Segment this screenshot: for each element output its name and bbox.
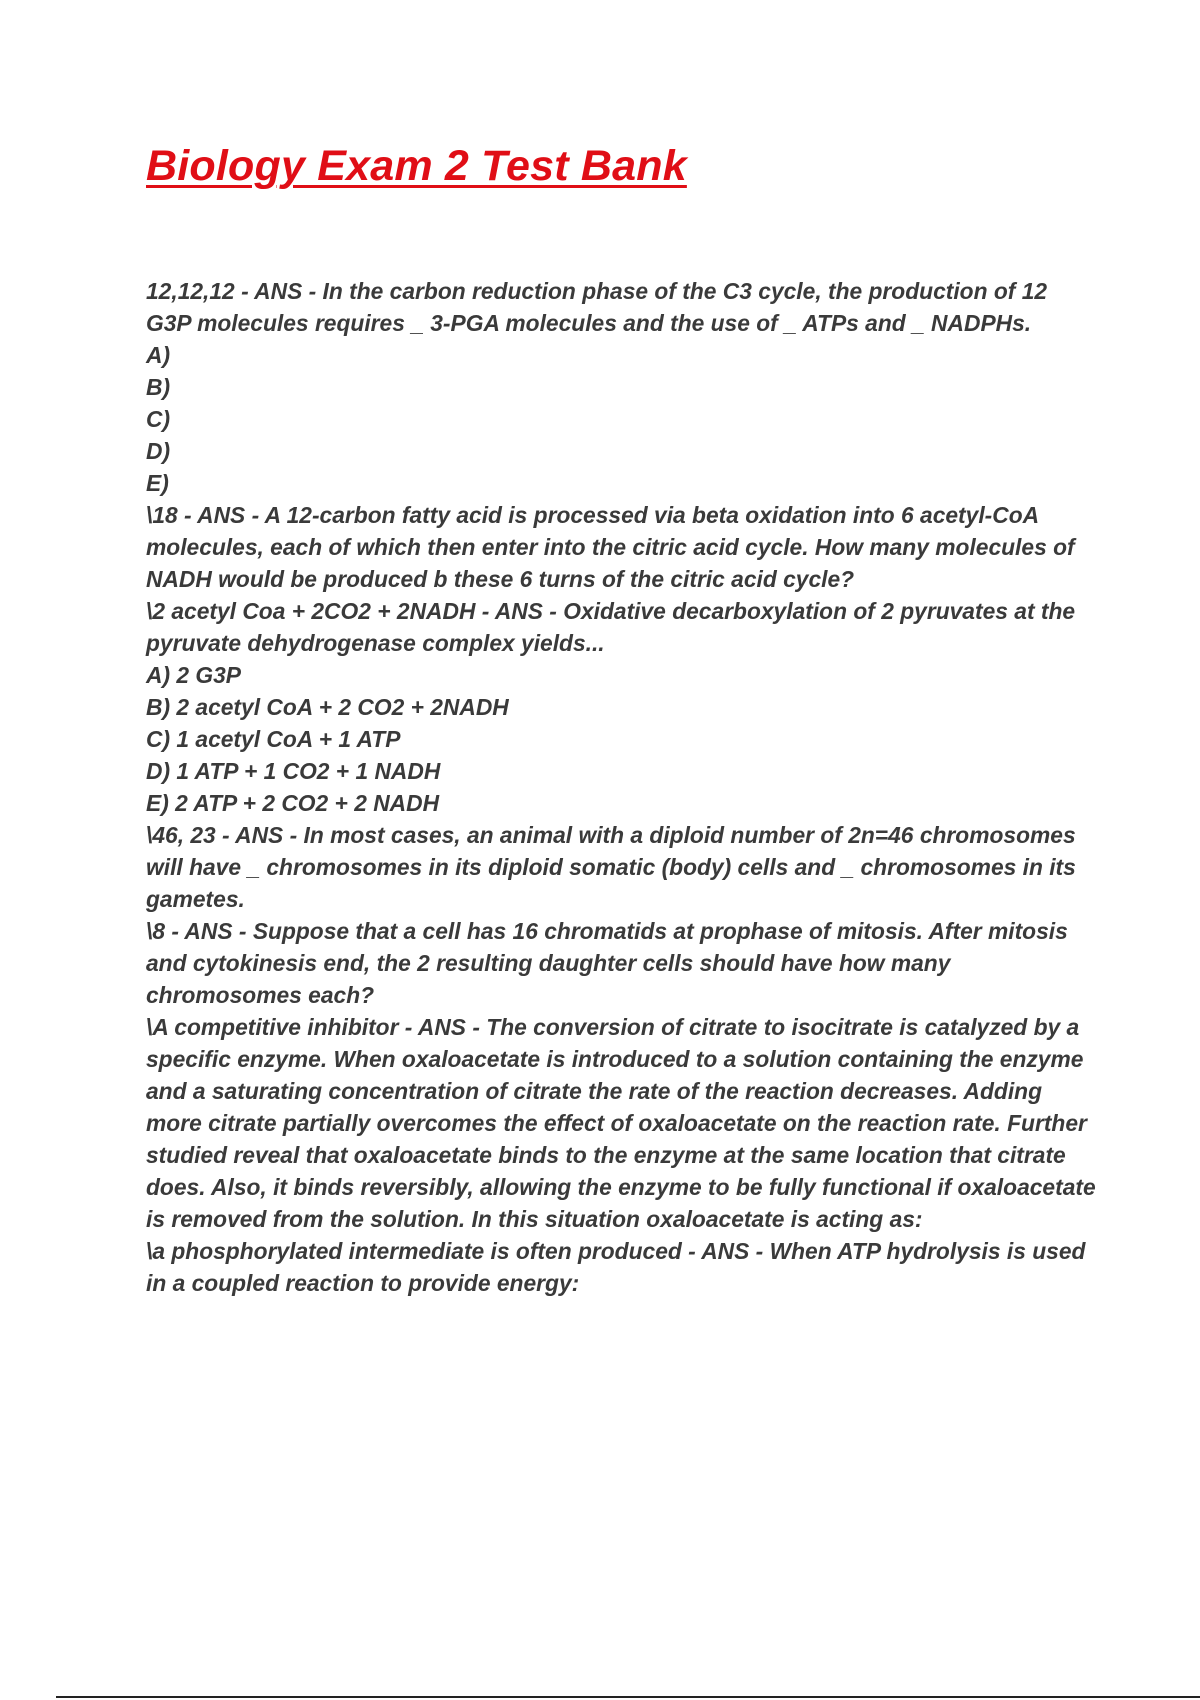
answer-option: E) 2 ATP + 2 CO2 + 2 NADH	[146, 790, 440, 816]
answer-option: E)	[146, 470, 169, 496]
question-text: \A competitive inhibitor - ANS - The conversion of citrate to isocitrate is catalyzed by a specific enzyme. When oxaloacetate is introduced to a solution containing the enzyme and a saturating concentration of citrate the rate of the reaction decreases. Adding more citrate partially overcomes the effect of oxaloacetate on the reaction rate. Further studied reveal that oxaloacetate binds to the enzyme at the same location that citrate does. Also, it binds reversibly, allowing the enzyme to be fully functional if oxaloacetate is removed from the solution. In this situation oxaloacetate is acting as:	[146, 1014, 1096, 1232]
question-entry	[146, 499, 1096, 595]
question-entry	[146, 915, 1096, 1011]
answer-option: B)	[146, 374, 171, 400]
answer-option: D)	[146, 438, 171, 464]
question-entry	[146, 275, 1096, 499]
answer-option: A) 2 G3P	[146, 662, 242, 688]
question-text: \18 - ANS - A 12-carbon fatty acid is processed via beta oxidation into 6 acetyl-CoA molecules, each of which then enter into the citric acid cycle. How many molecules of NADH would be produced b these 6 turns of the citric acid cycle?	[146, 502, 1075, 592]
question-text: \46, 23 - ANS - In most cases, an animal with a diploid number of 2n=46 chromosomes will have _ chromosomes in its diploid somatic (body) cells and _ chromosomes in its gametes.	[146, 822, 1076, 912]
question-entry	[146, 595, 1096, 819]
question-text: \a phosphorylated intermediate is often produced - ANS - When ATP hydrolysis is used in a coupled reaction to provide energy:	[146, 1238, 1086, 1296]
question-text: \8 - ANS - Suppose that a cell has 16 chromatids at prophase of mitosis. After mitosis and cytokinesis end, the 2 resulting daughter cells should have how many chromosomes each?	[146, 918, 1068, 1008]
footer-divider	[56, 1696, 1200, 1698]
question-entry	[146, 1235, 1096, 1299]
answer-option: C) 1 acetyl CoA + 1 ATP	[146, 726, 401, 752]
answer-option: B) 2 acetyl CoA + 2 CO2 + 2NADH	[146, 694, 509, 720]
answer-option: D) 1 ATP + 1 CO2 + 1 NADH	[146, 758, 441, 784]
question-text: 12,12,12 - ANS - In the carbon reduction phase of the C3 cycle, the production of 12 G3P molecules requires _ 3-PGA molecules and the use of _ ATPs and _ NADPHs.	[146, 278, 1048, 336]
answer-option: A)	[146, 342, 171, 368]
answer-option: C)	[146, 406, 171, 432]
question-entry	[146, 819, 1096, 915]
document-title: Biology Exam 2 Test Bank	[146, 142, 687, 190]
question-list	[146, 275, 1096, 1299]
question-entry	[146, 1011, 1096, 1235]
question-text: \2 acetyl Coa + 2CO2 + 2NADH - ANS - Oxidative decarboxylation of 2 pyruvates at the pyruvate dehydrogenase complex yields...	[146, 598, 1076, 656]
